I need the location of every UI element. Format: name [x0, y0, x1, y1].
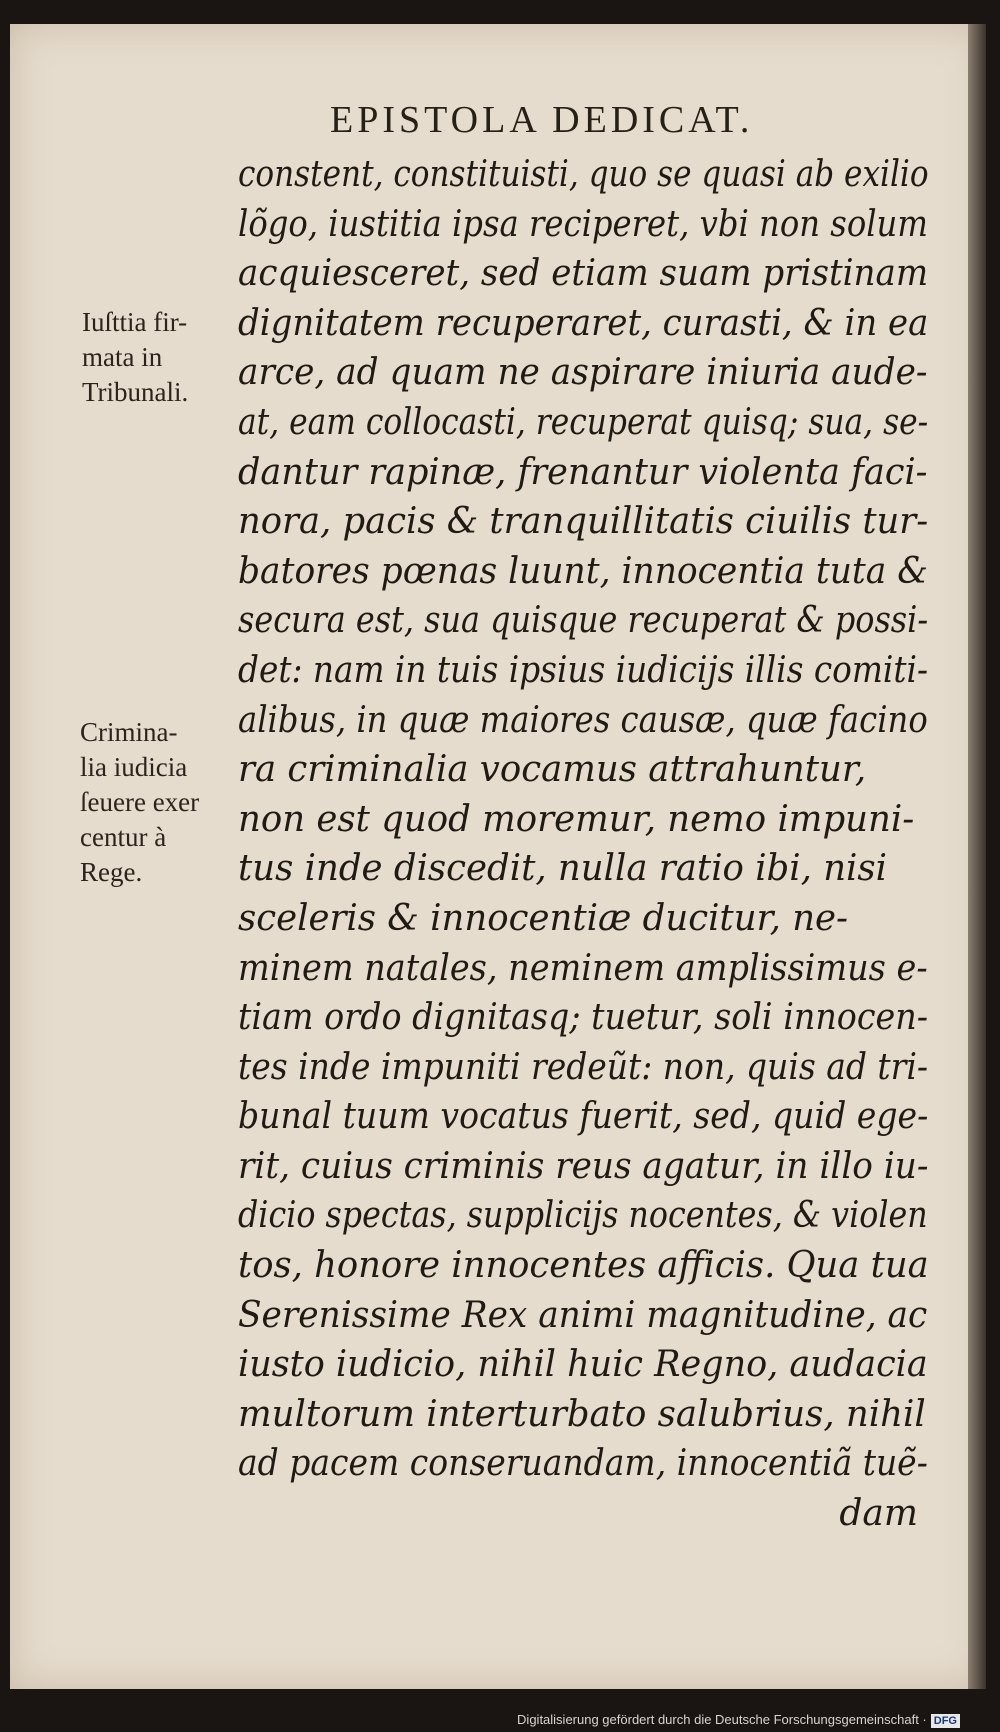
text-line: batores pœnas luunt, innocentia tuta & — [238, 550, 928, 592]
text-line: iusto iudicio, nihil huic Regno, audacia — [238, 1344, 928, 1386]
text-line: minem natales, neminem amplissimus e- — [238, 947, 928, 989]
text-line: dignitatem recuperaret, curasti, & in ea — [238, 302, 929, 344]
footer-text: Digitalisierung gefördert durch die Deutsche Forschungsgemeinschaft · — [517, 1712, 927, 1727]
text-line: det: nam in tuis ipsius iudicijs illis comiti- — [238, 649, 929, 691]
marginal-note-criminal — [80, 715, 199, 890]
text-line: arce, ad quam ne aspirare iniuria aude- — [238, 352, 928, 394]
text-line: rit, cuius criminis reus agatur, in illo iu- — [238, 1145, 929, 1187]
text-line: tos, honore innocentes afficis. Qua tua — [238, 1245, 929, 1287]
text-line: non est quod moremur, nemo impuni- — [238, 798, 915, 840]
text-line: dantur rapinæ, frenantur violenta faci- — [238, 451, 928, 493]
text-line: bunal tuum vocatus fuerit, sed, quid ege- — [238, 1096, 929, 1138]
text-line: tus inde discedit, nulla ratio ibi, nisi — [238, 848, 887, 890]
text-line: sceleris & innocentiæ ducitur, ne- — [238, 897, 849, 939]
note-line: centur à — [80, 822, 167, 852]
text-line: constent, constituisti, quo se quasi ab exilio — [238, 154, 929, 195]
note-line: lia iudicia — [80, 752, 188, 782]
page-edge — [968, 24, 986, 1689]
text-line: lõgo, iustitia ipsa reciperet, vbi non solum — [238, 203, 928, 245]
digitization-footer — [0, 1707, 1000, 1732]
marginal-note-justice — [82, 305, 188, 410]
note-line: Iuſttia fir- — [82, 307, 188, 337]
text-line: alibus, in quæ maiores causæ, quæ facino — [238, 699, 928, 741]
note-line: Crimina- — [80, 717, 178, 747]
running-header: EPISTOLA DEDICAT. — [330, 99, 754, 141]
text-line: acquiesceret, sed etiam suam pristinam — [238, 253, 929, 295]
dfg-logo: DFG — [931, 1714, 960, 1728]
text-line: dicio spectas, supplicijs nocentes, & violen — [238, 1195, 928, 1237]
note-line: ſeuere exer — [80, 787, 200, 817]
text-line: secura est, sua quisque recuperat & possi- — [238, 600, 929, 642]
text-line: ra criminalia vocamus attrahuntur, — [238, 749, 867, 791]
note-line: Tribunali. — [82, 377, 189, 407]
text-line: multorum interturbato salubrius, nihil — [238, 1393, 926, 1435]
note-line: mata in — [82, 342, 163, 372]
catchword: dam — [839, 1493, 918, 1535]
text-line: tes inde impuniti redeũt: non, quis ad tri- — [238, 1046, 929, 1088]
text-line: tiam ordo dignitasq; tuetur, soli innocen- — [238, 997, 929, 1039]
main-text — [238, 150, 938, 1539]
text-line: nora, pacis & tranquillitatis ciuilis tur- — [238, 501, 929, 543]
note-line: Rege. — [80, 857, 143, 887]
text-line: at, eam collocasti, recuperat quisq; sua, se- — [238, 401, 929, 443]
text-line: ad pacem conseruandam, innocentiã tuẽ- — [238, 1443, 928, 1485]
text-line: Serenissime Rex animi magnitudine, ac — [238, 1294, 928, 1336]
